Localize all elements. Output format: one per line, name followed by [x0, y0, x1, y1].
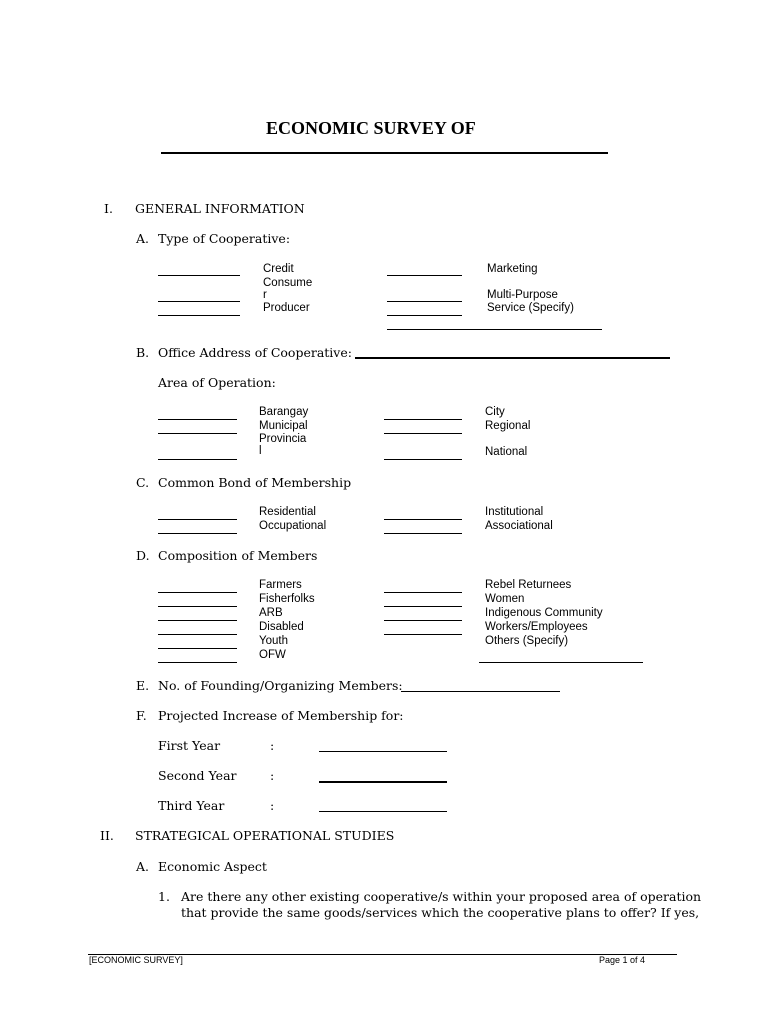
regional-blank[interactable]	[384, 433, 462, 434]
section-2-heading: STRATEGICAL OPERATIONAL STUDIES	[135, 828, 395, 843]
marketing-blank[interactable]	[387, 275, 462, 276]
document-title: ECONOMIC SURVEY OF	[266, 118, 476, 138]
option-workers-employees: Workers/Employees	[485, 621, 588, 633]
option-regional: Regional	[485, 420, 531, 432]
option-fisherfolks: Fisherfolks	[259, 593, 315, 605]
footer-page-number: Page 1 of 4	[599, 955, 646, 965]
option-city: City	[485, 406, 505, 418]
first-year-label: First Year	[158, 738, 221, 753]
option-marketing: Marketing	[487, 263, 538, 275]
workers-employees-blank[interactable]	[384, 634, 462, 635]
section-1-heading: GENERAL INFORMATION	[135, 201, 305, 216]
option-residential: Residential	[259, 506, 316, 518]
option-consumer-wrap: r	[263, 289, 267, 301]
option-provincial: Provincia	[259, 433, 307, 445]
option-national: National	[485, 446, 528, 458]
youth-blank[interactable]	[158, 648, 237, 649]
question-1-line-1: Are there any other existing cooperative/s within your proposed area of operation	[181, 889, 702, 904]
second-year-field[interactable]	[319, 781, 447, 783]
city-blank[interactable]	[384, 419, 462, 420]
provincial-blank[interactable]	[158, 459, 237, 460]
others-specify-blank[interactable]	[479, 662, 643, 663]
arb-blank[interactable]	[158, 620, 237, 621]
option-provincial-wrap: l	[259, 445, 262, 457]
option-municipal: Municipal	[259, 420, 308, 432]
municipal-blank[interactable]	[158, 433, 237, 434]
item-d-letter: D.	[136, 548, 150, 563]
section-2-numeral: II.	[100, 828, 114, 843]
item-e-letter: E.	[136, 678, 150, 693]
first-year-colon: :	[270, 738, 275, 753]
office-address-field[interactable]	[355, 357, 670, 359]
option-ofw: OFW	[259, 649, 286, 661]
women-blank[interactable]	[384, 606, 462, 607]
option-arb: ARB	[259, 607, 283, 619]
credit-blank[interactable]	[158, 275, 240, 276]
ofw-blank[interactable]	[158, 662, 237, 663]
associational-blank[interactable]	[384, 533, 462, 534]
founding-members-label: No. of Founding/Organizing Members:	[158, 678, 403, 693]
option-disabled: Disabled	[259, 621, 304, 633]
barangay-blank[interactable]	[158, 419, 237, 420]
option-farmers: Farmers	[259, 579, 302, 591]
section-1-numeral: I.	[104, 201, 113, 216]
service-blank[interactable]	[387, 315, 462, 316]
option-associational: Associational	[485, 520, 553, 532]
third-year-label: Third Year	[158, 798, 225, 813]
item-c-letter: C.	[136, 475, 150, 490]
common-bond-label: Common Bond of Membership	[158, 475, 352, 490]
economic-aspect-label: Economic Aspect	[158, 859, 267, 874]
option-women: Women	[485, 593, 525, 605]
multi-purpose-blank[interactable]	[387, 301, 462, 302]
item-a-letter: A.	[136, 231, 150, 246]
institutional-blank[interactable]	[384, 519, 462, 520]
third-year-colon: :	[270, 798, 275, 813]
option-service-specify: Service (Specify)	[487, 302, 574, 314]
option-credit: Credit	[263, 263, 294, 275]
national-blank[interactable]	[384, 459, 462, 460]
farmers-blank[interactable]	[158, 592, 237, 593]
option-producer: Producer	[263, 302, 310, 314]
second-year-colon: :	[270, 768, 275, 783]
composition-of-members-label: Composition of Members	[158, 548, 318, 563]
first-year-field[interactable]	[319, 751, 447, 752]
item-f-letter: F.	[136, 708, 147, 723]
second-year-label: Second Year	[158, 768, 237, 783]
option-occupational: Occupational	[259, 520, 327, 532]
disabled-blank[interactable]	[158, 634, 237, 635]
service-specify-blank[interactable]	[387, 329, 602, 330]
section-2-item-a-letter: A.	[136, 859, 150, 874]
question-1-number: 1.	[158, 889, 170, 904]
producer-blank[interactable]	[158, 315, 240, 316]
option-youth: Youth	[259, 635, 288, 647]
residential-blank[interactable]	[158, 519, 237, 520]
title-blank-line[interactable]	[161, 152, 608, 154]
footer-document-name: [ECONOMIC SURVEY]	[89, 955, 183, 965]
consumer-blank[interactable]	[158, 301, 240, 302]
type-of-cooperative-label: Type of Cooperative:	[158, 231, 291, 246]
rebel-returnees-blank[interactable]	[384, 592, 462, 593]
option-rebel-returnees: Rebel Returnees	[485, 579, 572, 591]
founding-members-field[interactable]	[401, 691, 560, 692]
fisherfolks-blank[interactable]	[158, 606, 237, 607]
projected-increase-label: Projected Increase of Membership for:	[158, 708, 404, 723]
option-others-specify: Others (Specify)	[485, 635, 569, 647]
indigenous-community-blank[interactable]	[384, 620, 462, 621]
option-consumer: Consume	[263, 277, 313, 289]
third-year-field[interactable]	[319, 811, 447, 812]
office-address-label: Office Address of Cooperative:	[158, 345, 352, 360]
area-of-operation-label: Area of Operation:	[158, 375, 276, 390]
item-b-letter: B.	[136, 345, 150, 360]
option-multi-purpose: Multi-Purpose	[487, 289, 558, 301]
option-institutional: Institutional	[485, 506, 544, 518]
option-barangay: Barangay	[259, 406, 309, 418]
question-1-line-2: that provide the same goods/services which the cooperative plans to offer? If yes,	[181, 905, 700, 920]
option-indigenous-community: Indigenous Community	[485, 607, 603, 619]
occupational-blank[interactable]	[158, 533, 237, 534]
